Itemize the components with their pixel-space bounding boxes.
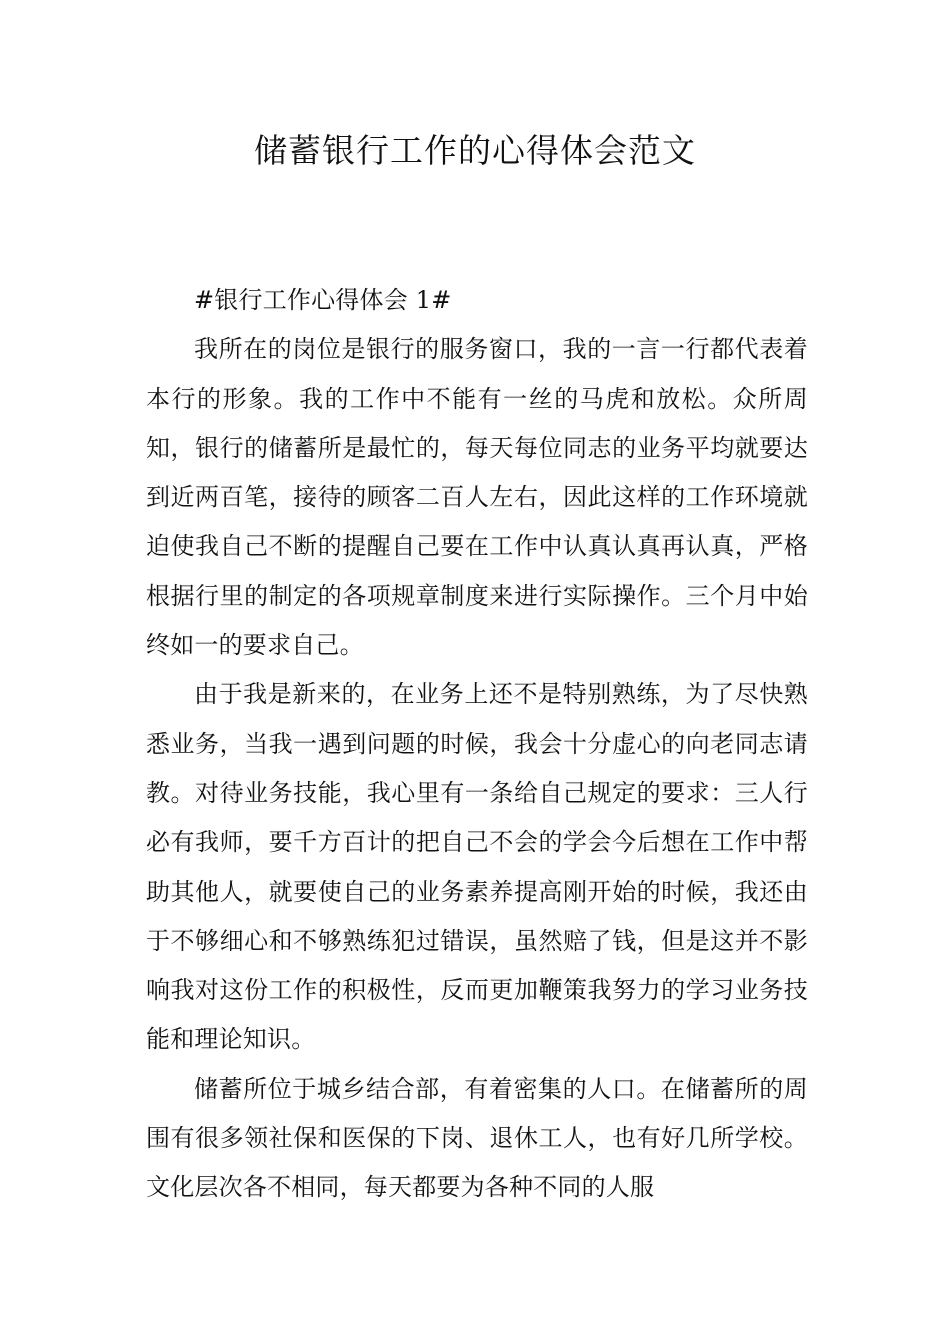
paragraph-2: 由于我是新来的，在业务上还不是特别熟练，为了尽快熟悉业务，当我一遇到问题的时候，我会十分虚心的向老同志请教。对待业务技能，我心里有一条给自己规定的要求：三人行必有我师，要千方百计的把自己不会的学会今后想在工作中帮助其他人，就要使自己的业务素养提高刚开始的时候，我还由于不够细心和不够熟练犯过错误，虽然赔了钱，但是这并不影响我对这份工作的积极性，反而更加鞭策我努力的学习业务技能和理论知识。 [146,680,808,1054]
document-body [146,276,808,1213]
section-heading: #银行工作心得体会 1# [194,286,452,314]
paragraph-3: 储蓄所位于城乡结合部，有着密集的人口。在储蓄所的周围有很多领社保和医保的下岗、退休工人，也有好几所学校。文化层次各不相同，每天都要为各种不同的人服 [146,1074,808,1202]
paragraph-1: 我所在的岗位是银行的服务窗口，我的一言一行都代表着本行的形象。我的工作中不能有一丝的马虎和放松。众所周知，银行的储蓄所是最忙的，每天每位同志的业务平均就要达到近两百笔，接待的顾客二百人左右，因此这样的工作环境就迫使我自己不断的提醒自己要在工作中认真认真再认真，严格根据行里的制定的各项规章制度来进行实际操作。三个月中始终如一的要求自己。 [146,335,808,660]
document-title: 储蓄银行工作的心得体会范文 [254,131,696,170]
